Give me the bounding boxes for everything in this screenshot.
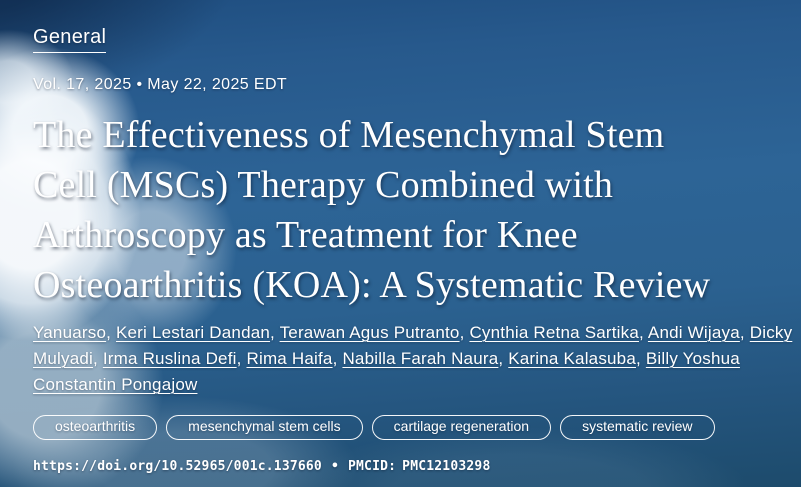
doi-link[interactable]: https://doi.org/10.52965/001c.137660 — [33, 459, 322, 474]
author-link[interactable]: Keri Lestari Dandan — [115, 323, 271, 342]
author-link[interactable]: Rima Haifa — [246, 349, 333, 368]
doi-row — [33, 459, 771, 475]
article-title-line: Osteoarthritis (KOA): A Systematic Review — [33, 264, 711, 306]
issue-date-line: Vol. 17, 2025 • May 22, 2025 EDT — [33, 76, 288, 93]
article-title-line: Cell (MSCs) Therapy Combined with — [33, 164, 614, 206]
pmcid-label: PMCID: — [348, 459, 397, 474]
author-list: Yanuarso, Keri Lestari Dandan, Terawan Agus Putranto, Cynthia Retna Sartika, Andi Wijaya, Dicky Mulyadi, Irma Ruslina Defi, Rima Haifa, Nabilla Farah Naura, Karina Kalasuba, Billy Yoshua Constantin Pongajow — [33, 323, 793, 394]
keyword-tag[interactable]: cartilage regeneration — [372, 415, 551, 440]
keyword-tag[interactable]: systematic review — [560, 415, 714, 440]
separator-dot: • — [330, 459, 339, 474]
author-link[interactable]: Karina Kalasuba — [508, 349, 636, 368]
section-link-general[interactable]: General — [33, 25, 106, 53]
article-title-line: The Effectiveness of Mesenchymal Stem — [33, 114, 665, 156]
author-link[interactable]: Irma Ruslina Defi — [102, 349, 237, 368]
author-link[interactable]: Cynthia Retna Sartika — [469, 323, 639, 342]
author-link[interactable]: Terawan Agus Putranto — [279, 323, 460, 342]
author-link[interactable]: Billy Yoshua Constantin Pongajow — [33, 349, 740, 394]
keyword-tags — [33, 415, 771, 440]
author-link[interactable]: Yanuarso — [33, 323, 107, 342]
author-link[interactable]: Nabilla Farah Naura — [342, 349, 499, 368]
pmcid-link[interactable]: PMC12103298 — [402, 459, 491, 474]
article-title — [33, 110, 771, 310]
article-title-line: Arthroscopy as Treatment for Knee — [33, 214, 578, 256]
keyword-tag[interactable]: osteoarthritis — [33, 415, 157, 440]
author-link[interactable]: Dicky Mulyadi — [33, 323, 793, 368]
author-link[interactable]: Andi Wijaya — [647, 323, 740, 342]
keyword-tag[interactable]: mesenchymal stem cells — [166, 415, 363, 440]
